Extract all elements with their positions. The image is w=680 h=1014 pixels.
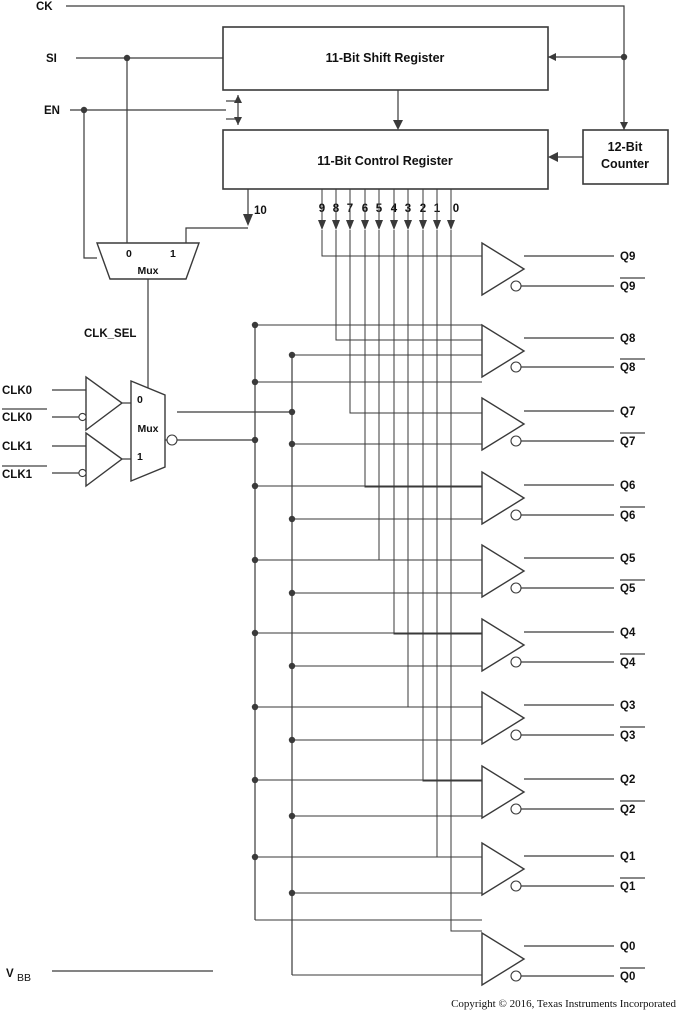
output-label-q8-bar: Q8 (620, 362, 636, 374)
clk-sel-mux-input-1: 1 (170, 248, 176, 260)
arrow-tap-4 (390, 220, 398, 230)
output-buffer-q9-inv-bubble (511, 281, 521, 291)
clk0-buffer-inv-bubble (79, 413, 86, 420)
output-label-q5-bar: Q5 (620, 583, 636, 595)
input-label-ck: CK (36, 1, 53, 13)
arrow-ck-shift (548, 53, 556, 61)
arrow-tap-0 (447, 220, 455, 230)
label-clk-sel: CLK_SEL (84, 328, 137, 340)
wire-tap-8-route (336, 230, 482, 340)
output-label-q4: Q4 (620, 627, 636, 639)
arrow-tap-3 (404, 220, 412, 230)
clk0-buffer (86, 377, 122, 430)
output-label-q0-bar: Q0 (620, 971, 636, 983)
output-label-q0: Q0 (620, 941, 636, 953)
arrow-tap-5 (375, 220, 383, 230)
bus-tap-label-3: 3 (404, 203, 412, 215)
clk-sel-mux-input-0: 0 (126, 248, 132, 260)
output-buffer-q8-inv-bubble (511, 362, 521, 372)
output-mux-input-0: 0 (137, 394, 143, 406)
arrow-tap-2 (419, 220, 427, 230)
bus-tap-label-2: 2 (419, 203, 427, 215)
wire-tap-1-route (437, 230, 482, 857)
input-label-vbb-sub: BB (17, 972, 32, 984)
bus-tap-label-7: 7 (346, 203, 354, 215)
arrow-en-down (234, 117, 242, 125)
arrow-tap-1 (433, 220, 441, 230)
wire-tap-3-route (408, 230, 482, 707)
output-buffer-q3-inv-bubble (511, 730, 521, 740)
bus-tap-label-8: 8 (332, 203, 340, 215)
output-label-q4-bar: Q4 (620, 657, 636, 669)
output-buffer-q2-inv-bubble (511, 804, 521, 814)
output-label-q8: Q8 (620, 333, 636, 345)
bus-tap-label-6: 6 (361, 203, 369, 215)
junction-ck (621, 54, 627, 60)
output-mux-out-bubble (167, 435, 177, 445)
input-label-en: EN (44, 105, 60, 117)
arrow-counter-control (548, 152, 558, 162)
bus-tap-label-9: 9 (318, 203, 326, 215)
output-label-q9-bar: Q9 (620, 281, 636, 293)
arrow-ck-counter (620, 122, 628, 130)
label-bit-10: 10 (254, 205, 267, 217)
arrow-tap-9 (318, 220, 326, 230)
arrow-shift-control (393, 120, 403, 130)
clk1-buffer (86, 433, 122, 486)
output-label-q3: Q3 (620, 700, 636, 712)
bus-tap-label-1: 1 (433, 203, 441, 215)
arrow-tap-7 (346, 220, 354, 230)
output-label-q9: Q9 (620, 251, 636, 263)
input-label-clk0-bar: CLK0 (2, 412, 33, 424)
bus-tap-label-5: 5 (375, 203, 383, 215)
input-label-vbb: V (6, 968, 14, 980)
clk-sel-mux-label: Mux (137, 265, 159, 277)
input-label-clk1-bar: CLK1 (2, 469, 33, 481)
copyright-text: Copyright © 2016, Texas Instruments Incorporated (451, 998, 676, 1010)
output-mux-label: Mux (137, 423, 159, 435)
wire-tap-0-route (451, 230, 482, 931)
junction-clk-b2 (289, 409, 295, 415)
output-buffer-q5-inv-bubble (511, 583, 521, 593)
output-buffer-q7-inv-bubble (511, 436, 521, 446)
output-buffer-q1-inv-bubble (511, 881, 521, 891)
output-mux-input-1: 1 (137, 451, 143, 463)
block-counter-label-2: Counter (601, 157, 649, 171)
block-control-register-label: 11-Bit Control Register (317, 154, 453, 168)
bus-tap-label-0: 0 (452, 203, 460, 215)
wire-bit10-to-mux (186, 228, 248, 243)
output-buffer-q0-inv-bubble (511, 971, 521, 981)
arrow-tap-8 (332, 220, 340, 230)
output-buffer-q4-inv-bubble (511, 657, 521, 667)
clk1-buffer-inv-bubble (79, 469, 86, 476)
input-label-si: SI (46, 53, 57, 65)
block-counter-label-1: 12-Bit (607, 140, 643, 154)
output-label-q7-bar: Q7 (620, 436, 636, 448)
block-shift-register-label: 11-Bit Shift Register (325, 51, 445, 65)
output-label-q6-bar: Q6 (620, 510, 636, 522)
junction-clk-a3 (252, 437, 258, 443)
output-label-q2-bar: Q2 (620, 804, 636, 816)
bus-tap-label-4: 4 (390, 203, 398, 215)
input-label-clk0: CLK0 (2, 385, 33, 397)
arrow-tap-6 (361, 220, 369, 230)
output-label-q6: Q6 (620, 480, 636, 492)
wire-tap-4-route (394, 230, 482, 634)
output-buffer-q6-inv-bubble (511, 510, 521, 520)
output-label-q5: Q5 (620, 553, 636, 565)
output-label-q1-bar: Q1 (620, 881, 636, 893)
output-label-q3-bar: Q3 (620, 730, 636, 742)
arrow-bit10 (243, 214, 253, 226)
wire-tap-2-route (423, 230, 482, 781)
wire-tap-7-route (350, 230, 482, 413)
wire-tap-9-route (322, 230, 482, 256)
input-label-clk1: CLK1 (2, 441, 33, 453)
output-label-q2: Q2 (620, 774, 636, 786)
output-label-q1: Q1 (620, 851, 636, 863)
arrow-en-up (234, 95, 242, 103)
wire-en-down (84, 110, 97, 258)
output-label-q7: Q7 (620, 406, 636, 418)
